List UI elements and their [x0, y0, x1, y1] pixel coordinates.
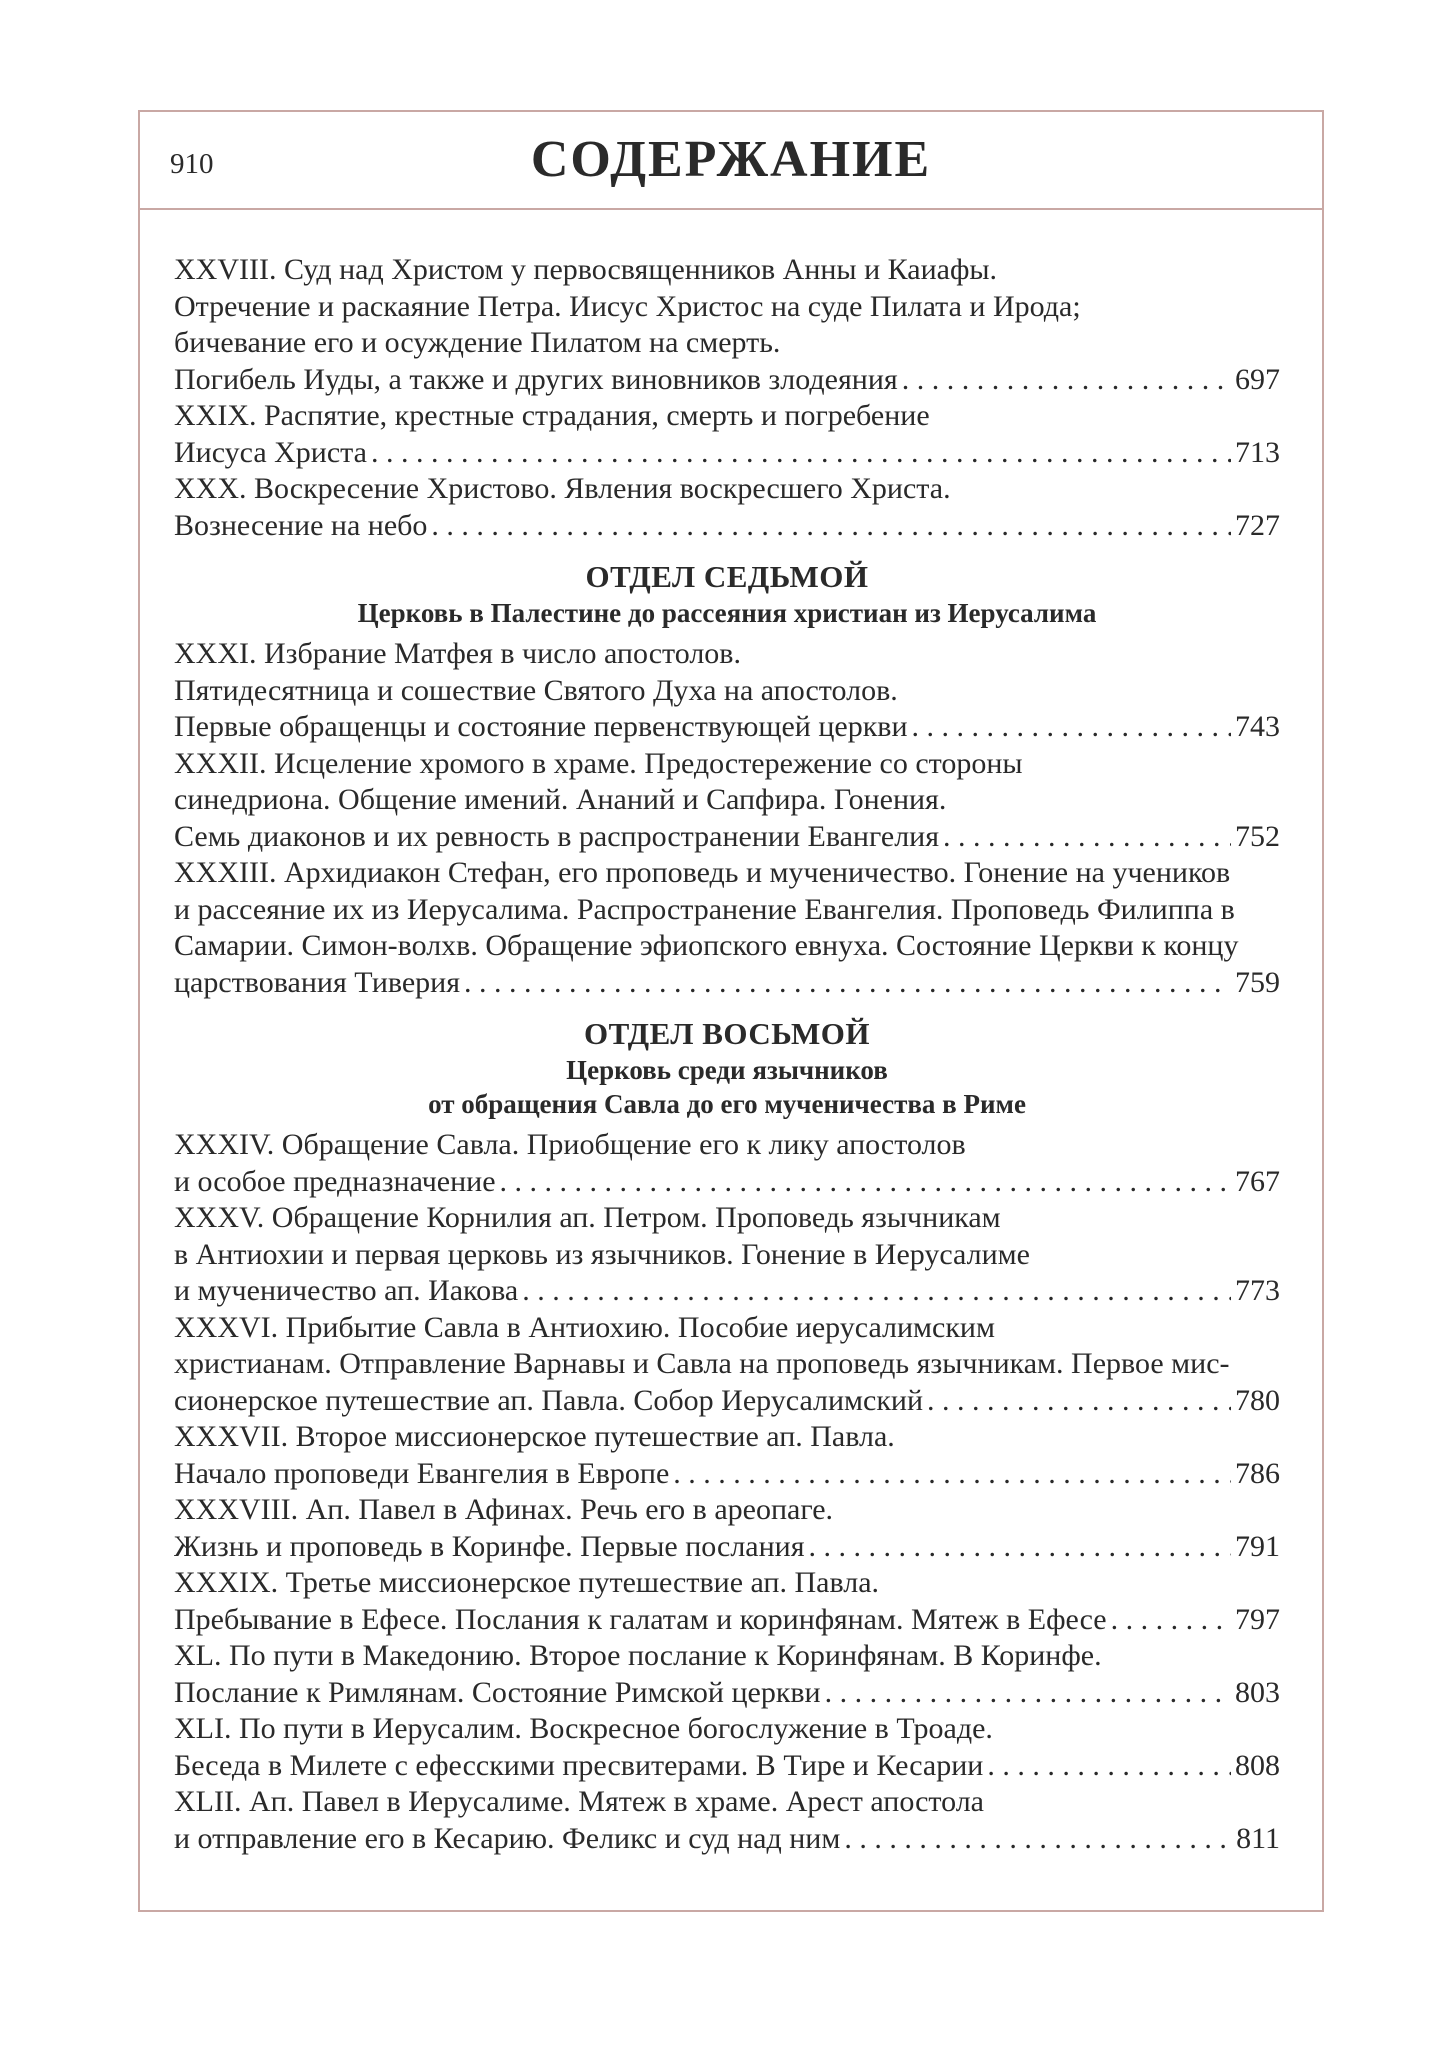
- section-subtitle: Церковь среди язычников: [566, 1055, 888, 1085]
- toc-entry-text: царствования Тиверия: [174, 965, 461, 999]
- dot-leader: [902, 362, 1231, 399]
- toc-entry-text: Послание к Римлянам. Состояние Римской церкви: [174, 1675, 821, 1709]
- toc-page-number: 697: [1235, 362, 1280, 396]
- toc-entry[interactable]: [174, 1638, 1280, 1711]
- toc-page-number: 759: [1235, 965, 1280, 999]
- toc-entry-text: и рассеяние их из Иерусалима. Распространение Евангелия. Проповедь Филиппа в: [174, 892, 1235, 926]
- toc-entry-text: XXXII. Исцеление хромого в храме. Предостережение со стороны: [174, 746, 1023, 780]
- toc-entry-text: и особое предназначение: [174, 1164, 496, 1198]
- dot-leader: [987, 1748, 1231, 1785]
- toc-page-number: 791: [1235, 1529, 1280, 1563]
- toc-entry-text: XXXI. Избрание Матфея в число апостолов.: [174, 637, 741, 670]
- toc-entry[interactable]: [174, 746, 1280, 856]
- toc-entry-text: XXIX. Распятие, крестные страдания, смерть и погребение: [174, 399, 930, 432]
- toc-page-number: 773: [1235, 1274, 1280, 1307]
- toc-entry-text: Вознесение на небо: [174, 508, 428, 542]
- toc-entry[interactable]: [174, 398, 1280, 471]
- dot-leader: [673, 1456, 1231, 1493]
- toc-entry[interactable]: [174, 1127, 1280, 1200]
- toc-entry[interactable]: [174, 1711, 1280, 1784]
- toc-entry[interactable]: [174, 1492, 1280, 1565]
- page-title: СОДЕРЖАНИЕ: [530, 131, 932, 188]
- toc-entry[interactable]: [174, 1784, 1280, 1857]
- dot-leader: [431, 508, 1231, 545]
- toc-entry-text: Семь диаконов и их ревность в распространении Евангелия: [174, 819, 940, 853]
- toc-entry-text: XL. По пути в Македонию. Второе послание к Коринфянам. В Коринфе.: [174, 1639, 1102, 1672]
- toc-entry-text: XXXVIII. Ап. Павел в Афинах. Речь его в ареопаге.: [174, 1493, 834, 1526]
- toc-entry-last-line: [174, 1529, 1280, 1566]
- toc-entry[interactable]: [174, 855, 1280, 1001]
- section-subtitle: от обращения Савла до его мученичества в Риме: [428, 1089, 1026, 1119]
- section-title: ОТДЕЛ ВОСЬМОЙ: [583, 1016, 871, 1051]
- toc-entry-text: XXXIV. Обращение Савла. Приобщение его к лику апостолов: [174, 1128, 966, 1161]
- toc-page-number: 803: [1235, 1675, 1280, 1709]
- toc-entry-last-line: [174, 1748, 1280, 1785]
- dot-leader: [371, 435, 1231, 472]
- toc-entry-text: Иисуса Христа: [174, 435, 367, 469]
- toc-entry-text: Жизнь и проповедь в Коринфе. Первые послания: [174, 1529, 805, 1563]
- dot-leader: [943, 819, 1231, 856]
- toc-entry-last-line: [174, 362, 1280, 399]
- toc-entry-last-line: [174, 1273, 1280, 1310]
- toc-page-number: 808: [1235, 1748, 1280, 1782]
- toc-entry-last-line: [174, 1383, 1280, 1420]
- toc-entry-text: Пребывание в Ефесе. Послания к галатам и коринфянам. Мятеж в Ефесе: [174, 1602, 1107, 1636]
- toc-entry-text: бичевание его и осуждение Пилатом на смерть.: [174, 326, 781, 359]
- toc-entry-text: Беседа в Милете с ефесскими пресвитерами. В Тире и Кесарии: [174, 1748, 984, 1782]
- section-title: ОТДЕЛ СЕДЬМОЙ: [585, 559, 869, 594]
- toc-entry-last-line: [174, 965, 1280, 1002]
- toc-entry-last-line: [174, 1602, 1280, 1639]
- dot-leader: [464, 965, 1231, 1002]
- toc-entry-text: XXXIII. Архидиакон Стефан, его проповедь и мученичество. Гонение на учеников: [174, 856, 1231, 889]
- page-number: 910: [170, 148, 214, 180]
- toc-entry-text: синедриона. Общение имений. Ананий и Сапфира. Гонения.: [174, 783, 947, 816]
- toc-entry-last-line: [174, 819, 1280, 856]
- toc-entry[interactable]: [174, 1419, 1280, 1492]
- toc-entry-text: Самарии. Симон-волхв. Обращение эфиопского евнуха. Состояние Церкви к концу: [174, 929, 1239, 962]
- dot-leader: [500, 1164, 1231, 1201]
- toc-entry-text: Начало проповеди Евангелия в Европе: [174, 1456, 670, 1490]
- toc-entry-text: XXVIII. Суд над Христом у первосвященников Анны и Каиафы.: [174, 253, 998, 286]
- toc-entry[interactable]: [174, 1200, 1280, 1310]
- dot-leader: [809, 1529, 1231, 1566]
- toc-page-number: 780: [1235, 1383, 1280, 1417]
- toc-entry-text: и отправление его в Кесарию. Феликс и суд над ним: [174, 1821, 841, 1855]
- section-heading: [174, 544, 1280, 636]
- toc-entry[interactable]: [174, 252, 1280, 398]
- toc-page-number: 811: [1236, 1821, 1280, 1855]
- toc-entry-last-line: [174, 435, 1280, 472]
- toc-page-number: 786: [1235, 1456, 1280, 1490]
- dot-leader: [825, 1675, 1231, 1712]
- dot-leader: [844, 1821, 1232, 1858]
- toc-page-number: 713: [1235, 435, 1280, 469]
- section-heading: [174, 1001, 1280, 1127]
- toc-entry[interactable]: [174, 1565, 1280, 1638]
- toc-entry-text: XXX. Воскресение Христово. Явления воскресшего Христа.: [174, 472, 951, 505]
- dot-leader: [927, 1383, 1231, 1420]
- page-frame: [138, 110, 1324, 1912]
- toc-entry-text: XXXVI. Прибытие Савла в Антиохию. Пособие иерусалимским: [174, 1310, 995, 1344]
- table-of-contents: [174, 252, 1280, 1857]
- toc-entry-text: Погибель Иуды, а также и других виновников злодеяния: [174, 362, 898, 396]
- toc-entry[interactable]: [174, 636, 1280, 746]
- toc-page-number: 797: [1235, 1602, 1280, 1636]
- toc-page-number: 743: [1235, 710, 1280, 743]
- toc-entry-last-line: [174, 709, 1280, 746]
- toc-entry-text: Первые обращенцы и состояние первенствующей церкви: [174, 710, 908, 743]
- toc-entry-text: XXXIX. Третье миссионерское путешествие ап. Павла.: [174, 1566, 880, 1599]
- toc-entry-last-line: [174, 1821, 1280, 1858]
- section-subtitle: Церковь в Палестине до рассеяния христиан из Иерусалима: [357, 598, 1097, 628]
- toc-entry-text: XXXVII. Второе миссионерское путешествие ап. Павла.: [174, 1420, 895, 1453]
- toc-entry-text: в Антиохии и первая церковь из язычников. Гонение в Иерусалиме: [174, 1237, 1030, 1271]
- dot-leader: [522, 1273, 1231, 1310]
- toc-entry-text: Отречение и раскаяние Петра. Иисус Христос на суде Пилата и Ирода;: [174, 289, 1081, 323]
- dot-leader: [1111, 1602, 1231, 1639]
- dot-leader: [912, 709, 1231, 746]
- toc-page-number: 752: [1235, 819, 1280, 853]
- toc-page-number: 727: [1235, 508, 1280, 542]
- toc-entry-text: сионерское путешествие ап. Павла. Собор Иерусалимский: [174, 1383, 924, 1417]
- toc-entry-text: XLII. Ап. Павел в Иерусалиме. Мятеж в храме. Арест апостола: [174, 1785, 984, 1818]
- toc-entry-text: христианам. Отправление Варнавы и Савла на проповедь язычникам. Первое мис-: [174, 1347, 1230, 1380]
- toc-entry-last-line: [174, 1164, 1280, 1201]
- toc-entry-text: XLI. По пути в Иерусалим. Воскресное богослужение в Троаде.: [174, 1712, 993, 1745]
- toc-entry[interactable]: [174, 1310, 1280, 1420]
- toc-entry-text: Пятидесятница и сошествие Святого Духа на апостолов.: [174, 673, 898, 707]
- toc-entry-text: XXXV. Обращение Корнилия ап. Петром. Проповедь язычникам: [174, 1201, 1001, 1234]
- toc-page-number: 767: [1235, 1164, 1280, 1198]
- toc-entry-text: и мученичество ап. Иакова: [174, 1274, 519, 1307]
- toc-entry-last-line: [174, 1456, 1280, 1493]
- toc-entry-last-line: [174, 508, 1280, 545]
- page-header: [140, 112, 1322, 210]
- toc-entry-last-line: [174, 1675, 1280, 1712]
- toc-entry[interactable]: [174, 471, 1280, 544]
